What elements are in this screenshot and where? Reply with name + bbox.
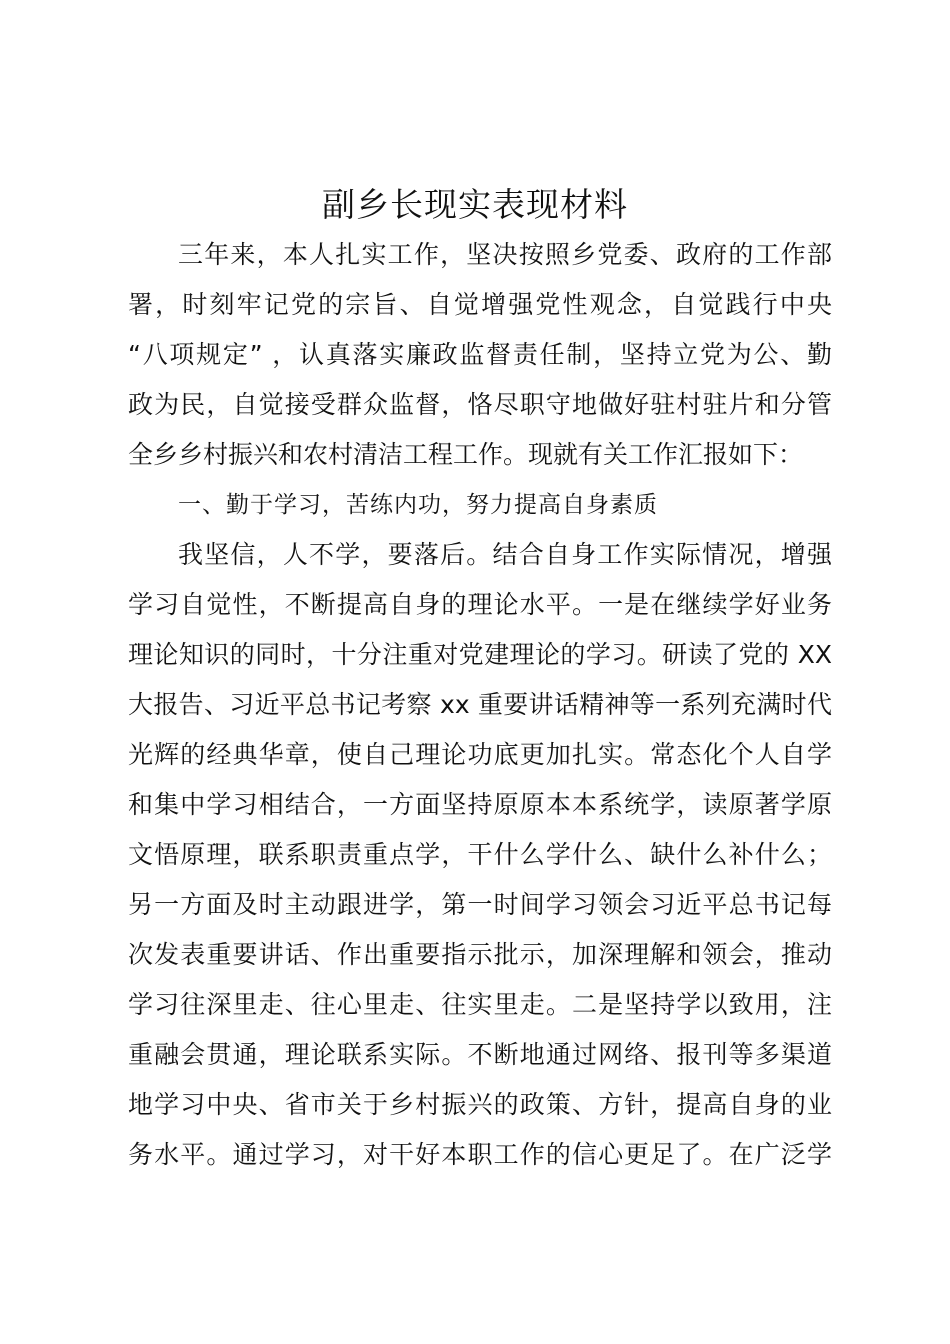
paragraph-line: 全乡乡村振兴和农村清洁工程工作。现就有关工作汇报如下： [128,440,804,469]
paragraph-line: 大报告、习近平总书记考察 xx 重要讲话精神等一系列充满时代 [128,690,832,719]
paragraph-line: 三年来，本人扎实工作，坚决按照乡党委、政府的工作部 [178,240,832,269]
paragraph-line: 地学习中央、省市关于乡村振兴的政策、方针，提高自身的业 [128,1090,832,1119]
paragraph-line: 文悟原理，联系职责重点学，干什么学什么、缺什么补什么； [128,840,832,869]
paragraph-line: 和集中学习相结合，一方面坚持原原本本系统学，读原著学原 [128,790,832,819]
paragraph-line: 重融会贯通，理论联系实际。不断地通过网络、报刊等多渠道 [128,1040,832,1069]
paragraph-line: 学习自觉性，不断提高自身的理论水平。一是在继续学好业务 [128,590,832,619]
paragraph-line: 政为民，自觉接受群众监督，恪尽职守地做好驻村驻片和分管 [128,390,832,419]
paragraph-line: 署，时刻牢记党的宗旨、自觉增强党性观念，自觉践行中央 [128,290,832,319]
paragraph-line: “八项规定” ，认真落实廉政监督责任制，坚持立党为公、勤 [128,340,832,369]
paragraph-line: 另一方面及时主动跟进学，第一时间学习领会习近平总书记每 [128,890,832,919]
document-title: 副乡长现实表现材料 [322,185,628,224]
paragraph-line: 学习往深里走、往心里走、往实里走。二是坚持学以致用，注 [128,990,832,1019]
paragraph-line: 光辉的经典华章，使自己理论功底更加扎实。常态化个人自学 [128,740,832,769]
paragraph-line: 理论知识的同时，十分注重对党建理论的学习。研读了党的 XX [128,640,832,669]
paragraph-line: 务水平。通过学习，对干好本职工作的信心更足了。在广泛学 [128,1140,832,1169]
paragraph-line: 次发表重要讲话、作出重要指示批示，加深理解和领会，推动 [128,940,832,969]
section-heading: 一、勤于学习，苦练内功，努力提高自身素质 [178,492,658,518]
paragraph-line: 我坚信，人不学，要落后。结合自身工作实际情况，增强 [178,540,832,569]
